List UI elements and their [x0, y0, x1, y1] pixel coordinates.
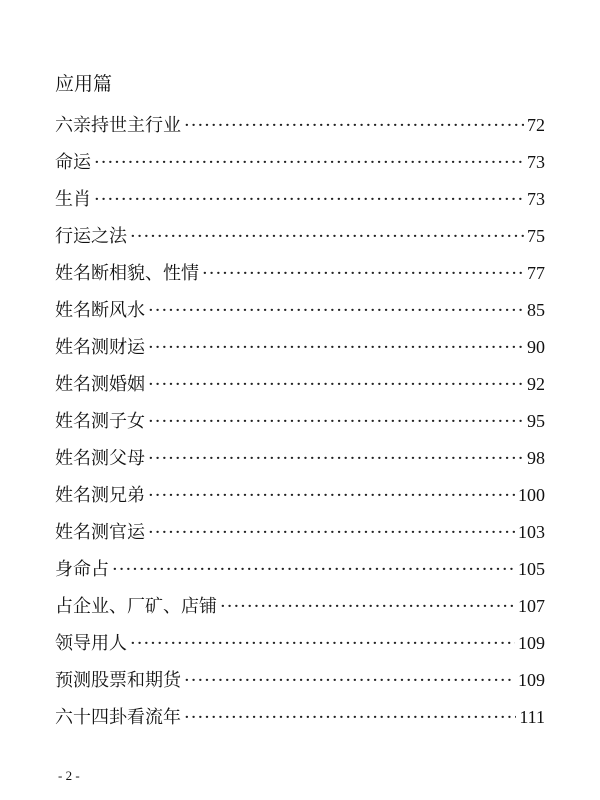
toc-entry-page: 98 — [527, 448, 545, 468]
toc-entry-title: 姓名测父母 — [55, 448, 145, 469]
toc-entry-page: 92 — [527, 374, 545, 394]
toc-entry-page: 111 — [519, 707, 545, 727]
toc-entry[interactable] — [55, 332, 545, 369]
toc-entry-title: 姓名断风水 — [55, 300, 145, 321]
toc-entry-page: 105 — [518, 559, 545, 579]
toc-entry[interactable] — [55, 295, 545, 332]
toc-entry[interactable] — [55, 221, 545, 258]
toc-entry[interactable] — [55, 406, 545, 443]
toc-leader — [148, 296, 524, 326]
toc-leader — [112, 555, 515, 585]
toc-entry[interactable] — [55, 443, 545, 480]
toc-entry-page: 73 — [527, 152, 545, 172]
footer-page-number: - 2 - — [58, 768, 80, 783]
toc-entry[interactable] — [55, 184, 545, 221]
toc-entry-page: 72 — [527, 115, 545, 135]
toc-entry-page: 109 — [518, 670, 545, 690]
toc-leader — [94, 148, 524, 178]
toc-leader — [148, 518, 515, 548]
toc-entry[interactable] — [55, 480, 545, 517]
toc-entry-title: 姓名测兄弟 — [55, 485, 145, 506]
toc-leader — [130, 222, 524, 252]
toc-leader — [220, 592, 515, 622]
section-title: 应用篇 — [55, 73, 113, 95]
toc-entry-title: 占企业、厂矿、店铺 — [55, 596, 217, 617]
toc-entry-title: 姓名测子女 — [55, 411, 145, 432]
toc-entry-title: 行运之法 — [55, 226, 127, 247]
toc-entry[interactable] — [55, 628, 545, 665]
toc-leader — [148, 481, 515, 511]
toc-leader — [184, 666, 515, 696]
toc-leader — [148, 407, 524, 437]
table-of-contents — [55, 110, 545, 739]
toc-entry-page: 77 — [527, 263, 545, 283]
toc-entry[interactable] — [55, 554, 545, 591]
toc-leader — [184, 703, 516, 733]
toc-leader — [148, 444, 524, 474]
toc-entry-page: 75 — [527, 226, 545, 246]
toc-entry-page: 107 — [518, 596, 545, 616]
toc-entry-page: 90 — [527, 337, 545, 357]
toc-leader — [202, 259, 524, 289]
toc-entry-page: 100 — [518, 485, 545, 505]
toc-entry-page: 73 — [527, 189, 545, 209]
toc-entry-title: 姓名断相貌、性情 — [55, 263, 199, 284]
toc-entry[interactable] — [55, 258, 545, 295]
toc-entry-title: 姓名测婚姻 — [55, 374, 145, 395]
toc-entry[interactable] — [55, 369, 545, 406]
toc-entry-page: 103 — [518, 522, 545, 542]
toc-entry[interactable] — [55, 110, 545, 147]
toc-entry-title: 姓名测官运 — [55, 522, 145, 543]
toc-entry-page: 109 — [518, 633, 545, 653]
toc-entry[interactable] — [55, 665, 545, 702]
toc-entry-title: 命运 — [55, 152, 91, 173]
toc-entry-page: 95 — [527, 411, 545, 431]
toc-entry-page: 85 — [527, 300, 545, 320]
toc-entry-title: 姓名测财运 — [55, 337, 145, 358]
toc-entry-title: 身命占 — [55, 559, 109, 580]
toc-leader — [94, 185, 524, 215]
toc-leader — [148, 333, 524, 363]
toc-entry[interactable] — [55, 517, 545, 554]
toc-leader — [148, 370, 524, 400]
toc-entry-title: 六亲持世主行业 — [55, 115, 181, 136]
toc-entry[interactable] — [55, 591, 545, 628]
toc-entry-title: 生肖 — [55, 189, 91, 210]
toc-entry-title: 预测股票和期货 — [55, 670, 181, 691]
toc-leader — [130, 629, 515, 659]
toc-entry-title: 六十四卦看流年 — [55, 707, 181, 728]
toc-leader — [184, 111, 524, 141]
toc-entry[interactable] — [55, 147, 545, 184]
toc-entry[interactable] — [55, 702, 545, 739]
toc-entry-title: 领导用人 — [55, 633, 127, 654]
